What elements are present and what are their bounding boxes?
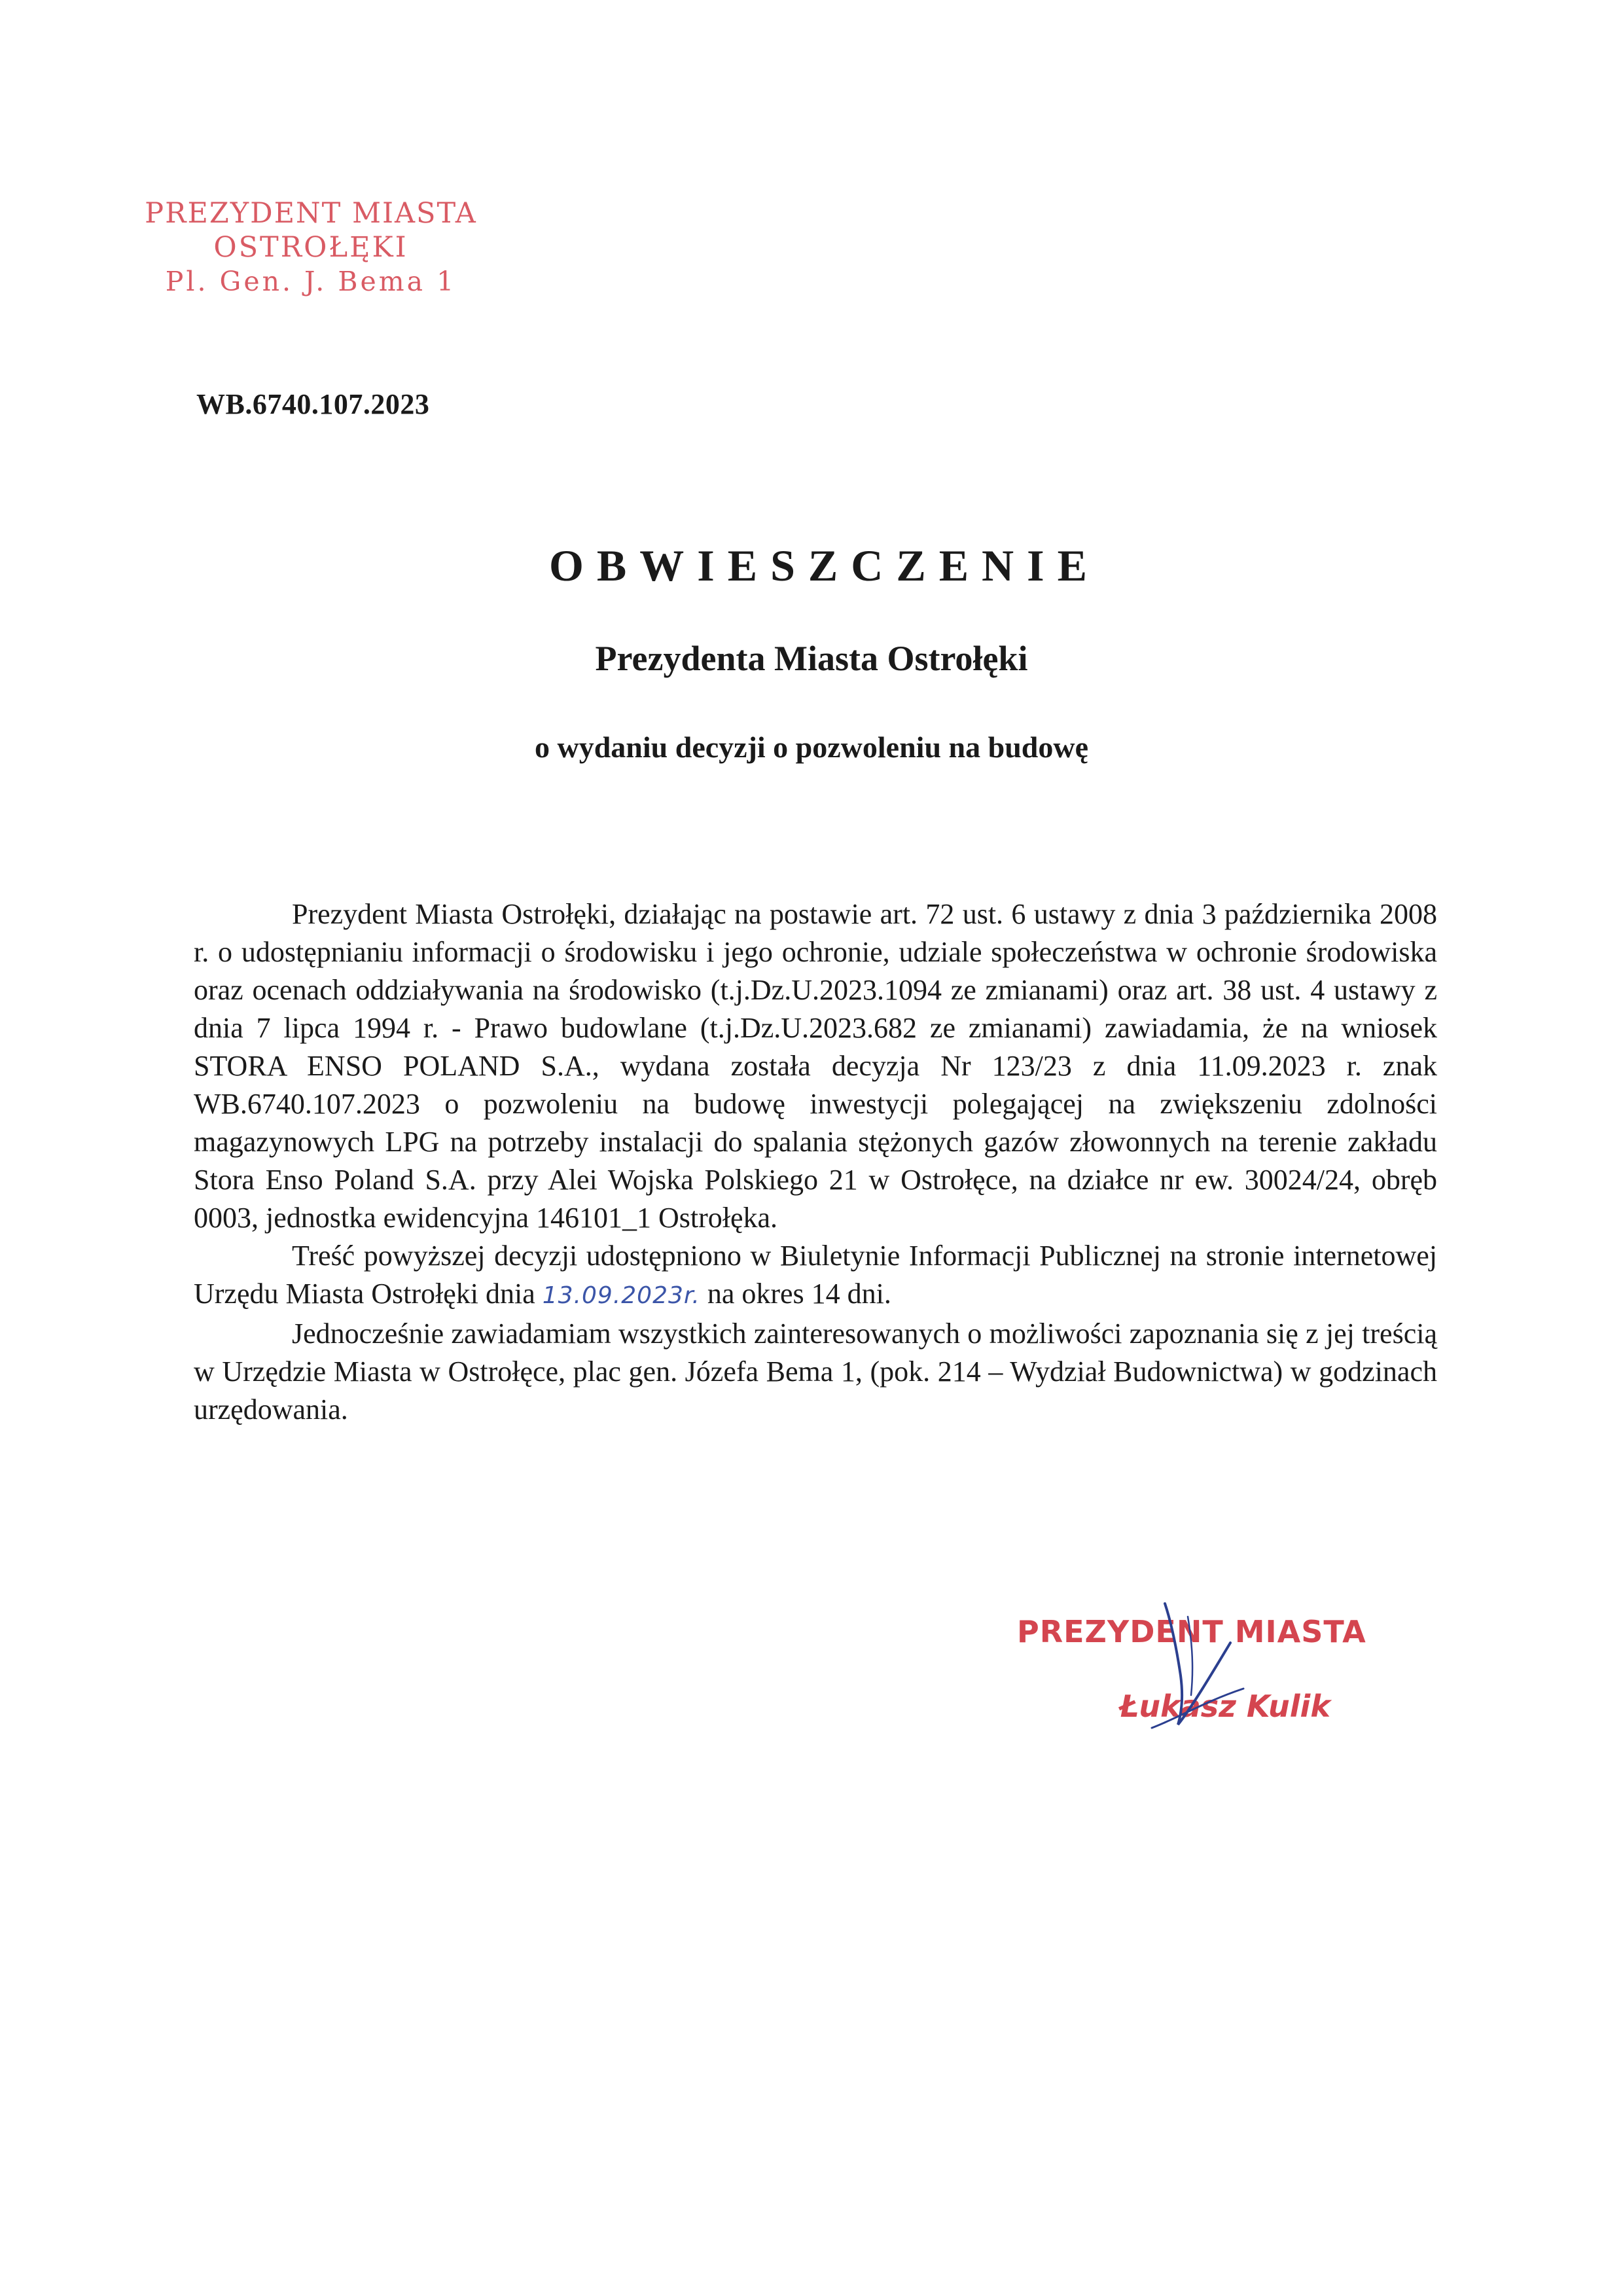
stamp-line-2: OSTROŁĘKI — [213, 231, 408, 264]
paragraph-2 — [194, 1237, 1437, 1315]
paragraph-1: Prezydent Miasta Ostrołęki, działając na postawie art. 72 ust. 6 ustawy z dnia 3 października 2008 r. o udostępnianiu informacji o środowisku i jego ochronie, udziale społeczeństwa w ochronie środowiska oraz ocenach oddziaływania na środowisko (t.j.Dz.U.2023.1094 ze zmianami) oraz art. 38 ust. 4 ustawy z dnia 7 lipca 1994 r. - Prawo budowlane (t.j.Dz.U.2023.682 ze zmianami) zawiadamia, że na wniosek STORA ENSO POLAND S.A., wydana została decyzja Nr 123/23 z dnia 11.09.2023 r. znak WB.6740.107.2023 o pozwoleniu na budowę inwestycji polegającej na zwiększeniu zdolności magazynowych LPG na potrzeby instalacji do spalania stężonych gazów złowonnych na terenie zakładu Stora Enso Poland S.A. przy Alei Wojska Polskiego 21 w Ostrołęce, na działce nr ew. 30024/24, obręb 0003, jednostka ewidencyjna 146101_1 Ostrołęka. — [194, 898, 1437, 1234]
document-title: OBWIESZCZENIE — [549, 541, 1100, 590]
stamp-line-3: Pl. Gen. J. Bema 1 — [165, 266, 457, 297]
case-number: WB.6740.107.2023 — [196, 388, 430, 420]
handwritten-date: 13.09.2023r. — [542, 1282, 700, 1309]
paragraph-2-text-end: na okres 14 dni. — [700, 1278, 891, 1310]
handwritten-signature — [1126, 1597, 1257, 1761]
signature-title: PREZYDENT MIASTA — [1017, 1614, 1366, 1649]
paragraph-3: Jednocześnie zawiadamiam wszystkich zainteresowanych o możliwości zapoznania się z jej treścią w Urzędzie Miasta w Ostrołęce, plac gen. Józefa Bema 1, (pok. 214 – Wydział Budownictwa) w godzinach urzędowania. — [194, 1318, 1437, 1426]
signature-stamp — [1008, 1597, 1427, 1767]
stamp-line-1: PREZYDENT MIASTA — [145, 197, 477, 230]
office-stamp — [98, 196, 524, 298]
body-text — [194, 895, 1437, 1429]
document-subject: o wydaniu decyzji o pozwoleniu na budowę — [534, 730, 1088, 764]
signature-name: Łukasz Kulik — [1119, 1689, 1330, 1724]
paragraph-2-text-start: Treść powyższej decyzji udostępniono w Biuletynie Informacji Publicznej na stronie internetowej Urzędu Miasta Ostrołęki dnia — [194, 1240, 1437, 1310]
document-subtitle: Prezydenta Miasta Ostrołęki — [595, 639, 1028, 678]
